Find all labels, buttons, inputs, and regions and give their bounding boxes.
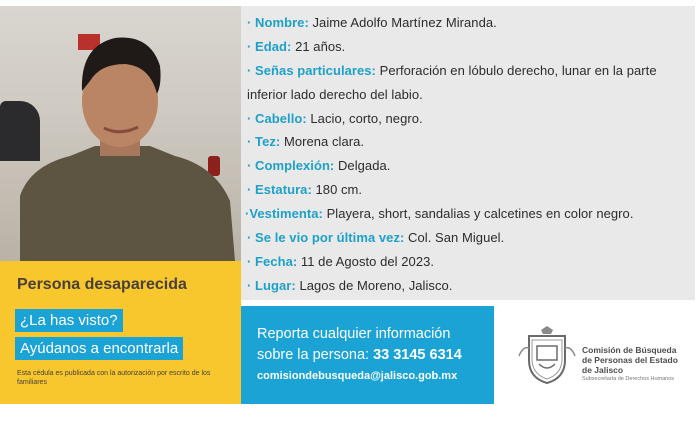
- detail-complexion-tez: · Tez: Morena clara.: [247, 134, 365, 149]
- help-tag: Ayúdanos a encontrarla: [15, 337, 183, 360]
- jalisco-seal-icon: [517, 326, 577, 386]
- agency-line1: Comisión de Búsqueda: [582, 345, 677, 355]
- agency-logo-block: [500, 306, 695, 404]
- person-silhouette: [0, 6, 241, 261]
- detail-height: · Estatura: 180 cm.: [247, 182, 363, 197]
- missing-title: Persona desaparecida: [17, 276, 187, 293]
- detail-date: · Fecha: 11 de Agosto del 2023.: [247, 254, 435, 269]
- detail-age: · Edad: 21 años.: [247, 39, 346, 54]
- detail-hair: · Cabello: Lacio, corto, negro.: [247, 111, 423, 126]
- details-panel: [241, 6, 695, 300]
- missing-banner: [0, 261, 241, 404]
- contact-line2: sobre la persona: 33 3145 6314: [257, 347, 462, 363]
- detail-name: · Nombre: Jaime Adolfo Martínez Miranda.: [247, 15, 497, 30]
- contact-phone[interactable]: 33 3145 6314: [373, 347, 462, 363]
- agency-line2: de Personas del Estado: [582, 355, 678, 365]
- detail-clothing: ·Vestimenta: Playera, short, sandalias y calcetines en color negro.: [245, 206, 634, 221]
- agency-subtitle: Subsecretaría de Derechos Humanos: [582, 376, 675, 382]
- contact-line1: Reporta cualquier información: [257, 326, 451, 342]
- detail-marks-cont: inferior lado derecho del labio.: [247, 87, 423, 102]
- detail-marks: · Señas particulares: Perforación en lóbulo derecho, lunar en la parte: [247, 63, 657, 78]
- contact-email[interactable]: comisiondebusqueda@jalisco.gob.mx: [257, 370, 458, 382]
- detail-build: · Complexión: Delgada.: [247, 158, 391, 173]
- question-tag: ¿La has visto?: [15, 309, 123, 332]
- detail-last-seen: · Se le vio por última vez: Col. San Miguel.: [247, 230, 505, 245]
- detail-place: · Lugar: Lagos de Moreno, Jalisco.: [247, 278, 453, 293]
- authorization-note: Esta cédula es publicada con la autorización por escrito de los familiares: [17, 370, 211, 386]
- missing-person-photo: [0, 6, 241, 261]
- agency-line3: de Jalisco: [582, 365, 624, 375]
- bottom-margin: [0, 404, 698, 437]
- contact-panel: [241, 306, 494, 404]
